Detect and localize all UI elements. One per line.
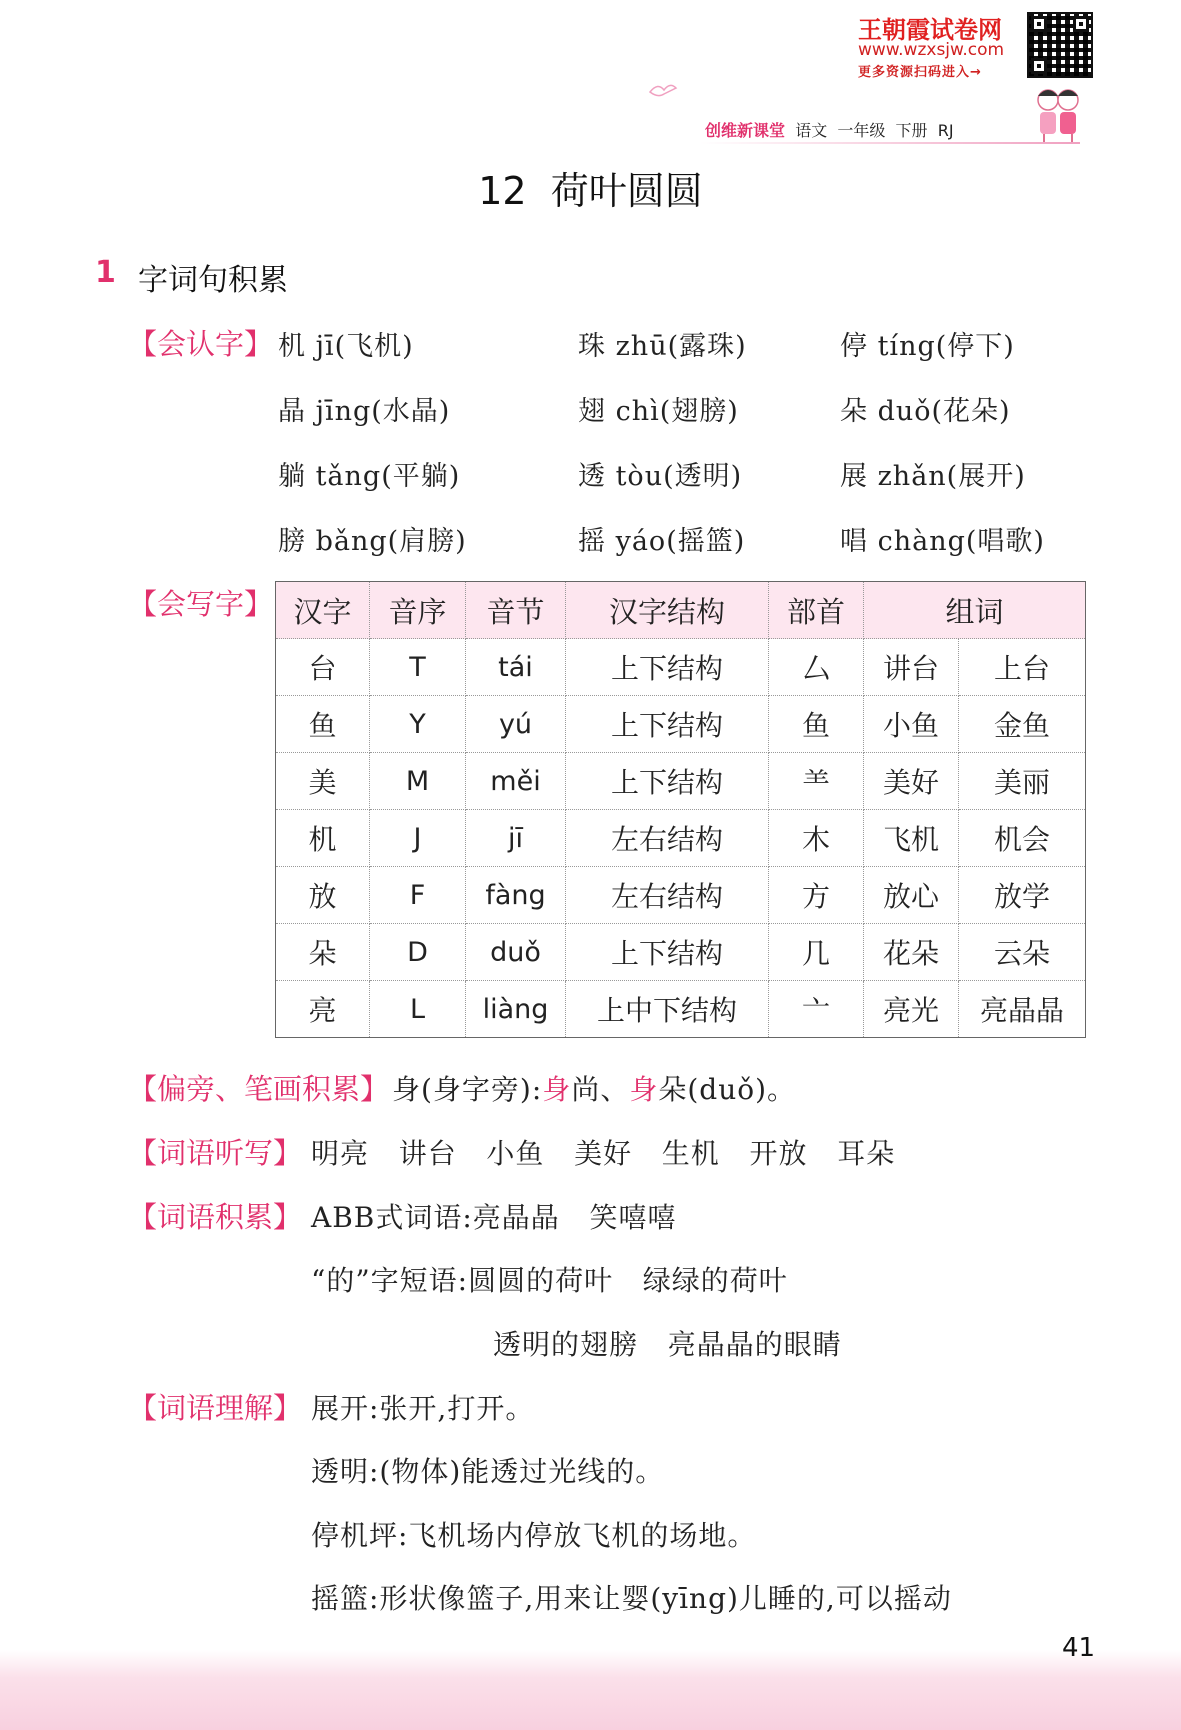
lesson-title: 12 荷叶圆圆 [478, 169, 703, 213]
header-words: 组词 [864, 582, 1086, 639]
cell-word-2: 放学 [959, 867, 1086, 924]
radical-char1-radical: 身 [542, 1073, 572, 1106]
cell-sequence: L [370, 981, 466, 1038]
table-row [276, 639, 1086, 696]
cell-radical: 厶 [769, 639, 864, 696]
recognize-char: 摇 yáo(摇篮) [578, 526, 746, 557]
cell-word-1: 亮光 [864, 981, 959, 1038]
cell-word-1: 放心 [864, 867, 959, 924]
cell-sequence: T [370, 639, 466, 696]
cell-syllable: tái [466, 639, 566, 696]
tag-accumulate: 【词语积累】 [128, 1200, 303, 1234]
cell-syllable: měi [466, 753, 566, 810]
series-info [705, 118, 954, 141]
cell-word-2: 云朵 [959, 924, 1086, 981]
cell-syllable: yú [466, 696, 566, 753]
cell-radical: 亠 [769, 981, 864, 1038]
cell-sequence: Y [370, 696, 466, 753]
more-resources-text: 更多资源扫码进入→ [858, 65, 982, 80]
series-grade: 语文 一年级 下册 RJ [795, 121, 954, 140]
understand-line: 展开:张开,打开。 [311, 1392, 535, 1425]
qr-code-icon[interactable] [1027, 12, 1093, 78]
footer-band [0, 1650, 1181, 1730]
cell-syllable: duǒ [466, 924, 566, 981]
cell-char: 鱼 [276, 696, 370, 753]
cell-word-2: 金鱼 [959, 696, 1086, 753]
cell-sequence: D [370, 924, 466, 981]
cell-structure: 上下结构 [566, 696, 769, 753]
header-radical: 部首 [769, 582, 864, 639]
cell-structure: 左右结构 [566, 867, 769, 924]
cell-word-2: 上台 [959, 639, 1086, 696]
dictation-words: 明亮 讲台 小鱼 美好 生机 开放 耳朵 [311, 1137, 896, 1170]
bird-decoration-icon [648, 80, 678, 100]
cell-structure: 左右结构 [566, 810, 769, 867]
cell-syllable: liàng [466, 981, 566, 1038]
cell-radical: 鱼 [769, 696, 864, 753]
cell-structure: 上中下结构 [566, 981, 769, 1038]
understand-line: 透明:(物体)能透过光线的。 [311, 1455, 665, 1488]
cell-char: 机 [276, 810, 370, 867]
tag-recognize: 【会认字】 [128, 327, 274, 361]
page-number: 41 [1062, 1633, 1096, 1663]
series-brand: 创维新课堂 [705, 121, 786, 140]
cell-char: 亮 [276, 981, 370, 1038]
recognize-char: 透 tòu(透明) [578, 461, 743, 492]
header-syllable: 音节 [466, 582, 566, 639]
table-row [276, 924, 1086, 981]
radical-pinyin: (duǒ)。 [687, 1073, 797, 1106]
header-char: 汉字 [276, 582, 370, 639]
cell-char: 台 [276, 639, 370, 696]
cell-word-1: 美好 [864, 753, 959, 810]
recognize-char: 膀 bǎng(肩膀) [278, 526, 467, 557]
cell-word-2: 美丽 [959, 753, 1086, 810]
cell-word-1: 讲台 [864, 639, 959, 696]
recognize-char: 唱 chàng(唱歌) [840, 526, 1045, 557]
cell-radical: ⺷ [769, 753, 864, 810]
cell-syllable: fàng [466, 867, 566, 924]
radical-desc: 身(身字旁): [392, 1073, 543, 1106]
table-row [276, 867, 1086, 924]
radical-line [392, 1068, 796, 1108]
radical-char2-rest: 朵 [658, 1073, 688, 1106]
radical-char2-radical: 身 [629, 1073, 659, 1106]
tag-write: 【会写字】 [128, 587, 274, 621]
table-row [276, 810, 1086, 867]
cell-radical: 木 [769, 810, 864, 867]
cell-radical: 方 [769, 867, 864, 924]
table-row [276, 981, 1086, 1038]
children-mascot-icon [1030, 82, 1086, 144]
cell-sequence: J [370, 810, 466, 867]
header-divider [700, 142, 1080, 144]
accumulate-de-phrase-cont: 透明的翅膀 亮晶晶的眼睛 [493, 1328, 842, 1361]
tag-understand: 【词语理解】 [128, 1391, 303, 1425]
tag-radical: 【偏旁、笔画积累】 [128, 1072, 390, 1106]
understand-line: 停机坪:飞机场内停放飞机的场地。 [311, 1519, 757, 1552]
cell-word-2: 机会 [959, 810, 1086, 867]
cell-word-1: 花朵 [864, 924, 959, 981]
header-structure: 汉字结构 [566, 582, 769, 639]
cell-radical: 几 [769, 924, 864, 981]
table-header-row [276, 582, 1086, 639]
write-chars-table [275, 581, 1086, 1038]
header-sequence: 音序 [370, 582, 466, 639]
site-logo-title: 王朝霞试卷网 [858, 16, 1002, 44]
recognize-char: 珠 zhū(露珠) [578, 331, 747, 362]
recognize-char: 翅 chì(翅膀) [578, 396, 739, 427]
radical-sep: 、 [600, 1073, 630, 1106]
table-row [276, 696, 1086, 753]
cell-structure: 上下结构 [566, 639, 769, 696]
cell-char: 美 [276, 753, 370, 810]
recognize-char: 机 jī(飞机) [278, 331, 414, 362]
cell-structure: 上下结构 [566, 753, 769, 810]
recognize-char: 停 tíng(停下) [840, 331, 1015, 362]
cell-char: 放 [276, 867, 370, 924]
cell-sequence: M [370, 753, 466, 810]
table-row [276, 753, 1086, 810]
understand-line: 摇篮:形状像篮子,用来让婴(yīng)儿睡的,可以摇动 [311, 1582, 952, 1615]
recognize-char: 朵 duǒ(花朵) [840, 396, 1011, 427]
cell-sequence: F [370, 867, 466, 924]
accumulate-abb: ABB式词语:亮晶晶 笑嘻嘻 [311, 1201, 677, 1234]
recognize-char: 晶 jīng(水晶) [278, 396, 451, 427]
cell-word-1: 飞机 [864, 810, 959, 867]
section-number: 1 [95, 255, 116, 290]
radical-char1-rest: 尚 [571, 1073, 601, 1106]
accumulate-de-phrase: “的”字短语:圆圆的荷叶 绿绿的荷叶 [311, 1264, 788, 1297]
cell-word-1: 小鱼 [864, 696, 959, 753]
recognize-char: 展 zhǎn(展开) [840, 461, 1026, 492]
site-url[interactable]: www.wzxsjw.com [858, 40, 1005, 60]
cell-word-2: 亮晶晶 [959, 981, 1086, 1038]
section-title: 字词句积累 [138, 263, 288, 298]
cell-structure: 上下结构 [566, 924, 769, 981]
cell-syllable: jī [466, 810, 566, 867]
tag-dictation: 【词语听写】 [128, 1136, 303, 1170]
recognize-char: 躺 tǎng(平躺) [278, 461, 461, 492]
cell-char: 朵 [276, 924, 370, 981]
